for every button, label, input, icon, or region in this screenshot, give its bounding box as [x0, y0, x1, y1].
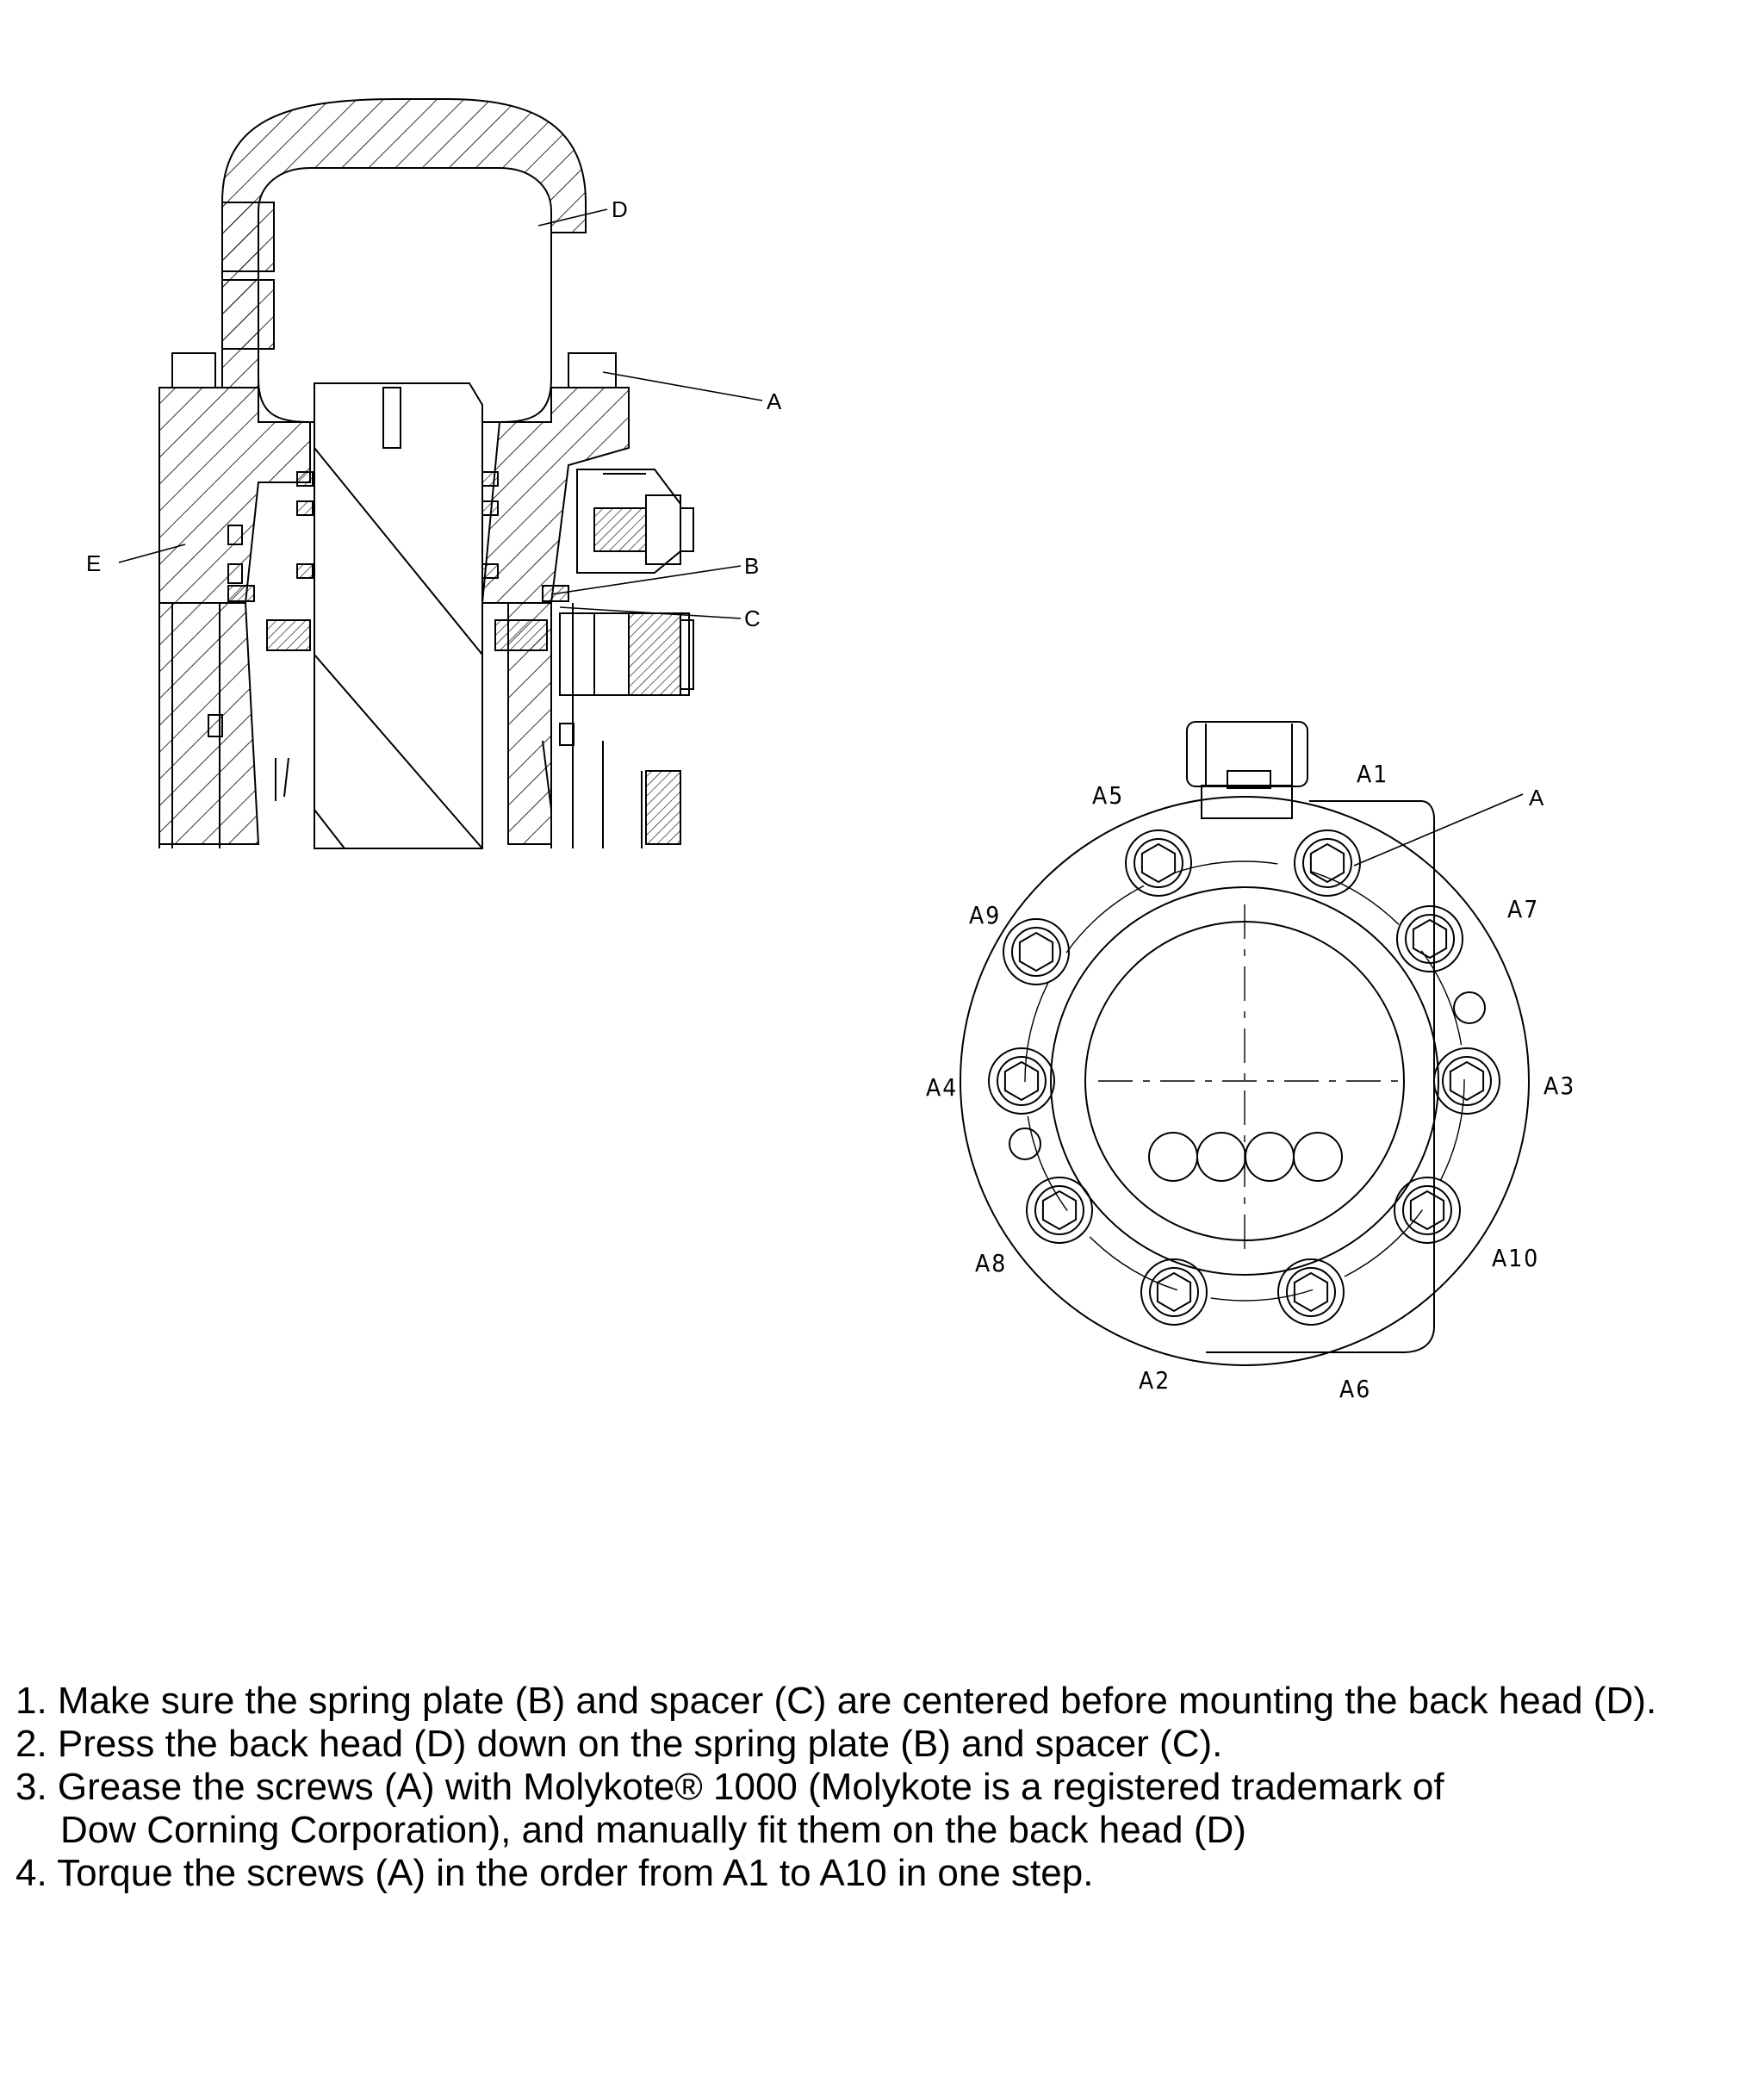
bolt-head-a4	[989, 1048, 1054, 1114]
cylinder-left-wall	[159, 603, 220, 844]
instruction-step-2: 2. Press the back head (D) down on the spring plate (B) and spacer (C).	[16, 1723, 1223, 1765]
back-head-dome	[222, 99, 586, 388]
callout-end-a: A	[1529, 785, 1544, 811]
bolt-head-a1	[1295, 830, 1360, 896]
bolt-label-a1: A1	[1357, 760, 1389, 788]
callout-c: C	[744, 606, 761, 631]
side-bolt	[560, 613, 693, 695]
callout-e: E	[86, 550, 102, 576]
bolt-head-a2	[1141, 1259, 1207, 1325]
instruction-step-4: 4. Torque the screws (A) in the order from A1 to A10 in one step.	[16, 1852, 1094, 1894]
piston	[314, 383, 482, 848]
leader-b	[551, 566, 741, 594]
bolt-label-a2: A2	[1139, 1366, 1171, 1395]
bolt-label-a9: A9	[969, 901, 1002, 929]
bolt-label-a10: A10	[1492, 1244, 1540, 1272]
bolt-head-a5	[1126, 830, 1191, 896]
bolt-head-a10	[1394, 1177, 1460, 1243]
bolt-head-a3	[1434, 1048, 1500, 1114]
instruction-step-1: 1. Make sure the spring plate (B) and spacer (C) are centered before mounting the back head (D).	[16, 1680, 1657, 1722]
bolt-head-a6	[1278, 1259, 1344, 1325]
valve-plug	[577, 469, 693, 573]
callout-d: D	[612, 196, 628, 222]
bolt-label-a3: A3	[1544, 1072, 1576, 1100]
instruction-step-3-continued: Dow Corning Corporation), and manually fit them on the back head (D)	[60, 1809, 1246, 1851]
bolt-label-a7: A7	[1507, 895, 1540, 923]
callout-a: A	[767, 388, 782, 414]
instructions-list	[16, 1680, 1764, 1895]
bolt-label-a4: A4	[926, 1073, 959, 1102]
bolt-head-a9	[1003, 919, 1069, 985]
bolt-head-a8	[1027, 1177, 1092, 1243]
instruction-step-3: 3. Grease the screws (A) with Molykote® 1000 (Molykote is a registered trademark of	[16, 1766, 1444, 1808]
bolt-label-a8: A8	[975, 1249, 1008, 1277]
bolt-label-a6: A6	[1339, 1375, 1372, 1403]
callout-b: B	[744, 553, 760, 579]
end-view	[960, 722, 1529, 1365]
bolt-label-a5: A5	[1092, 781, 1125, 810]
